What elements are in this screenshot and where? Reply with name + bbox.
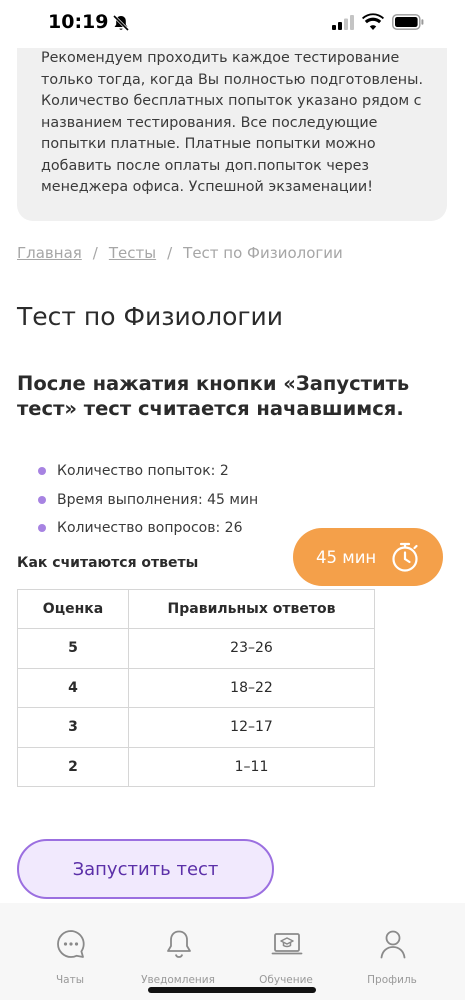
cellular-signal-icon [332, 15, 354, 30]
list-item [38, 514, 258, 543]
attempts-count: Количество попыток: 2 [57, 463, 229, 480]
grade-cell: 2 [18, 747, 129, 787]
test-duration: Время выполнения: 45 мин [57, 491, 259, 508]
timer-label: 45 мин [316, 547, 377, 567]
breadcrumb-separator: / [167, 244, 173, 262]
table-header-row [18, 590, 375, 629]
bullet-dot [38, 496, 46, 504]
range-cell: 1–11 [129, 747, 375, 787]
table-row [18, 668, 375, 708]
breadcrumb-home-link[interactable]: Главная [17, 244, 82, 262]
education-icon [270, 927, 304, 961]
range-cell: 12–17 [129, 708, 375, 748]
nav-item-profile[interactable] [342, 903, 442, 1000]
notice-text: Рекомендуем проходить каждое тестирование только тогда, когда Вы полностью подготовлены. Количество бесплатных попыток указано рядом с названием тестирования. Все последующие попытки платные. Платные попытки можно добавить после оплаты доп.попыток через менеджера офиса. Успешной экзаменации! [41, 50, 423, 195]
header-correct-answers: Правильных ответов [129, 590, 375, 629]
home-indicator [148, 987, 316, 993]
breadcrumb-current: Тест по Физиологии [183, 244, 343, 262]
breadcrumb [17, 244, 343, 262]
bottom-nav [0, 903, 465, 1000]
nav-item-chats[interactable] [20, 903, 120, 1000]
test-info-list [38, 457, 258, 543]
status-bar [0, 0, 465, 46]
nav-item-notifications[interactable] [128, 903, 228, 1000]
nav-label-notifications: Уведомления [141, 974, 215, 986]
notice-card [17, 48, 447, 221]
table-row [18, 708, 375, 748]
bell-icon [162, 927, 196, 961]
page-title: Тест по Физиологии [17, 302, 284, 331]
header-grade: Оценка [18, 590, 129, 629]
questions-count: Количество вопросов: 26 [57, 520, 243, 537]
scoring-heading: Как считаются ответы [17, 555, 199, 571]
range-cell: 18–22 [129, 668, 375, 708]
start-warning: После нажатия кнопки «Запустить тест» тест считается начавшимся. [17, 372, 410, 420]
breadcrumb-separator: / [92, 244, 98, 262]
nav-label-profile: Профиль [367, 974, 417, 986]
stopwatch-icon [390, 541, 420, 573]
profile-icon [376, 927, 410, 961]
table-row [18, 747, 375, 787]
nav-item-education[interactable] [236, 903, 336, 1000]
bullet-dot [38, 467, 46, 475]
nav-label-education: Обучение [259, 974, 313, 986]
breadcrumb-tests-link[interactable]: Тесты [108, 244, 157, 262]
bullet-dot [38, 524, 46, 532]
wifi-icon [362, 13, 384, 30]
status-time: 10:19 [48, 11, 109, 33]
table-row [18, 629, 375, 669]
chat-icon [54, 927, 88, 961]
list-item [38, 486, 258, 515]
grade-cell: 3 [18, 708, 129, 748]
grade-cell: 4 [18, 668, 129, 708]
start-test-button[interactable]: Запустить тест [17, 839, 274, 899]
nav-label-chats: Чаты [55, 974, 85, 986]
list-item [38, 457, 258, 486]
scoring-table [17, 589, 375, 787]
grade-cell: 5 [18, 629, 129, 669]
timer-badge [293, 528, 443, 586]
range-cell: 23–26 [129, 629, 375, 669]
battery-icon [392, 14, 424, 30]
bell-slash-icon [112, 14, 130, 32]
